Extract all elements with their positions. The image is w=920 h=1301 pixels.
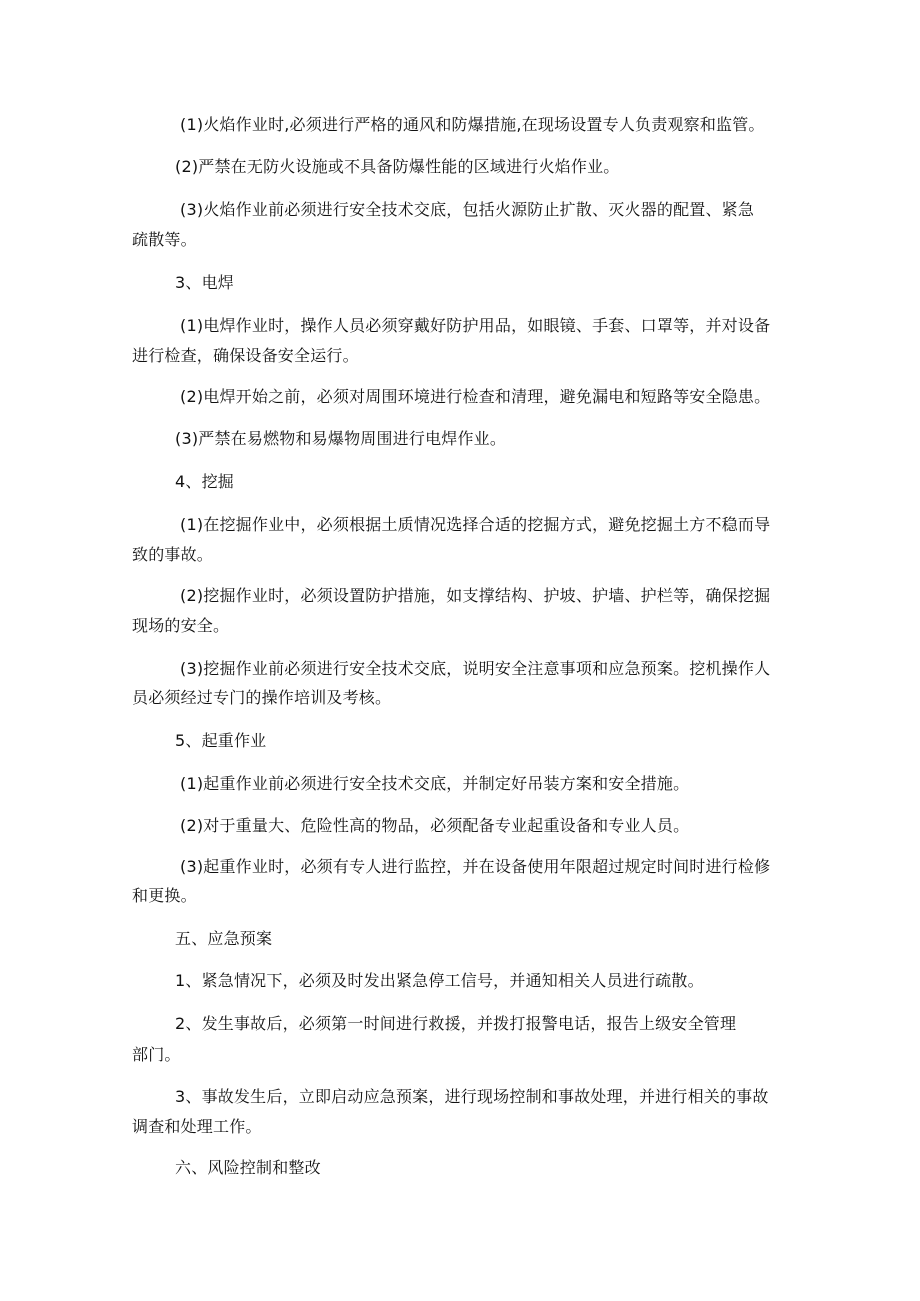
paragraph-line: (3)严禁在易燃物和易爆物周围进行电焊作业。 bbox=[175, 429, 507, 448]
paragraph-line: (2)电焊开始之前，必须对周围环境进行检查和清理，避免漏电和短路等安全隐患。 bbox=[180, 387, 771, 406]
paragraph-line: (1)电焊作业时，操作人员必须穿戴好防护用品，如眼镜、手套、口罩等，并对设备 bbox=[180, 316, 771, 335]
paragraph-line: (2)对于重量大、危险性高的物品，必须配备专业起重设备和专业人员。 bbox=[180, 816, 690, 835]
paragraph-line: 3、事故发生后，立即启动应急预案，进行现场控制和事故处理，并进行相关的事故 bbox=[175, 1087, 769, 1106]
paragraph-line: 1、紧急情况下，必须及时发出紧急停工信号，并通知相关人员进行疏散。 bbox=[175, 971, 704, 990]
paragraph-line: (2)严禁在无防火设施或不具备防爆性能的区域进行火焰作业。 bbox=[175, 157, 620, 176]
paragraph-line: (3)起重作业时，必须有专人进行监控，并在设备使用年限超过规定时间时进行检修 bbox=[180, 857, 771, 876]
section-heading: 4、挖掘 bbox=[175, 472, 234, 491]
paragraph-line: 致的事故。 bbox=[132, 545, 214, 564]
chapter-heading: 六、风险控制和整改 bbox=[175, 1158, 321, 1177]
section-heading: 3、电焊 bbox=[175, 273, 234, 292]
paragraph-line: (1)在挖掘作业中，必须根据土质情况选择合适的挖掘方式，避免挖掘土方不稳而导 bbox=[180, 515, 771, 534]
chapter-heading: 五、应急预案 bbox=[175, 929, 273, 948]
paragraph-line: 2、发生事故后，必须第一时间进行救援，并拨打报警电话，报告上级安全管理 bbox=[175, 1014, 737, 1033]
paragraph-line: (1)起重作业前必须进行安全技术交底，并制定好吊装方案和安全措施。 bbox=[180, 774, 690, 793]
section-heading: 5、起重作业 bbox=[175, 731, 267, 750]
paragraph-line: 现场的安全。 bbox=[132, 616, 230, 635]
paragraph-line: 调查和处理工作。 bbox=[132, 1117, 262, 1136]
paragraph-line: 进行检查，确保设备安全运行。 bbox=[132, 346, 359, 365]
paragraph-line: 和更换。 bbox=[132, 886, 197, 905]
paragraph-line: (2)挖掘作业时，必须设置防护措施，如支撑结构、护坡、护墙、护栏等，确保挖掘 bbox=[180, 586, 771, 605]
paragraph-line: 员必须经过专门的操作培训及考核。 bbox=[132, 688, 392, 707]
paragraph-line: (1)火焰作业时,必须进行严格的通风和防爆措施,在现场设置专人负责观察和监管。 bbox=[180, 115, 765, 134]
paragraph-line: 疏散等。 bbox=[132, 230, 197, 249]
paragraph-line: 部门。 bbox=[132, 1045, 181, 1064]
paragraph-line: (3)挖掘作业前必须进行安全技术交底，说明安全注意事项和应急预案。挖机操作人 bbox=[180, 659, 771, 678]
paragraph-line: (3)火焰作业前必须进行安全技术交底，包括火源防止扩散、灭火器的配置、紧急 bbox=[180, 200, 755, 219]
